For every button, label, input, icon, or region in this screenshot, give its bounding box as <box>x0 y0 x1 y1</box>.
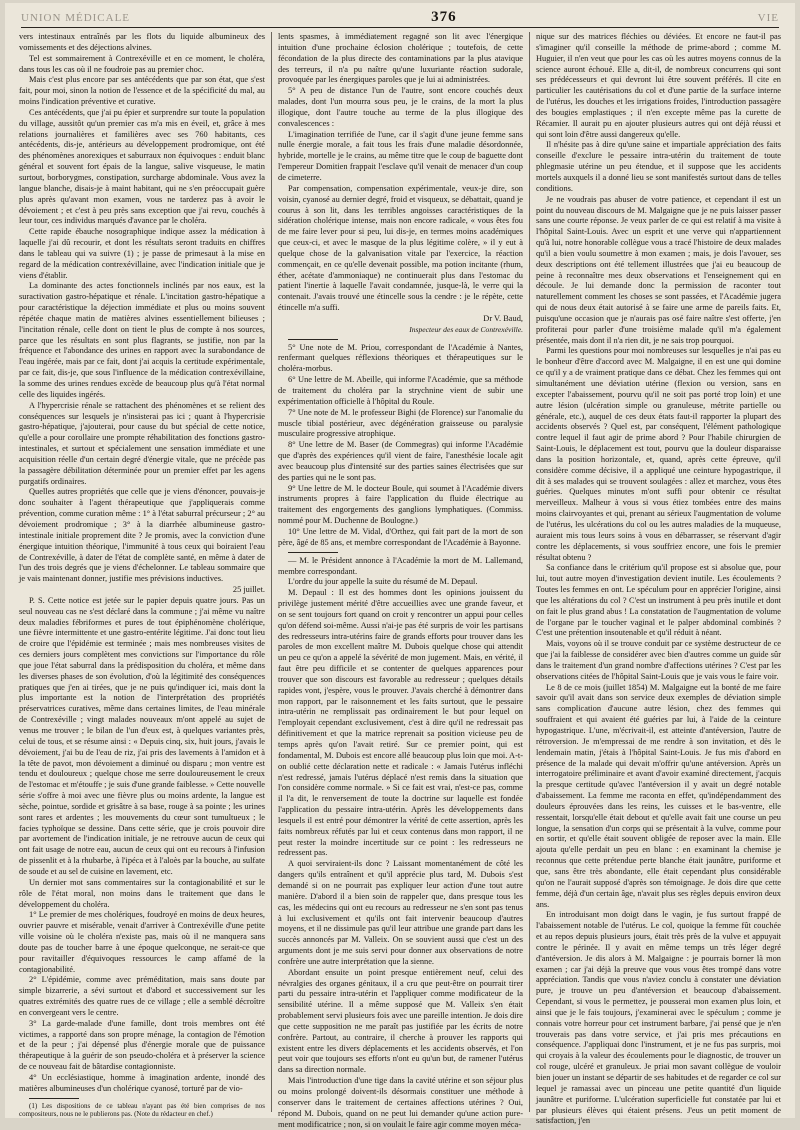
paragraph: Cette rapide ébauche nosographique indique assez la médication à laquelle j'ai dû recourir, et dont les résultats seront traduits en chiffres dans le tableau qui va suivre (1) ; je passe de primesaut à la mise en regard de la médication contrexévillaine, avec l'indication initiale que je viens d'établir. <box>19 227 265 280</box>
paragraph: Ces antécédents, que j'ai pu épier et surprendre sur toute la population du village, aussitôt qu'un premier cas m'a mis en éveil, et, grâce à mes relations journalières et familières avec ses 760 habitants, ces antécédents, dis-je, antérieurs au développement prodromique, ont été des phénomènes anorexiques et saburraux non équivoques : enduit blanc général et souvent fort épais de la langue, salive visqueuse, le matin surtout, borborygmes, constipation, surcharge abdominale. Vous avez la langue blanche, disais-je à maint habitant, qui ne s'en préoccupait guère plus après qu'avant mon examen, vous ne tarderez pas à avoir le dévoiement ; et c'est à peu près sans exception que j'ai revu, couchés à leur tour, ces individus marqués d'avance par le choléra. <box>19 107 265 226</box>
paragraph: 8° Une lettre de M. Baser (de Commegras) qui informe l'Académie que d'après des expériences qu'il vient de faire, l'anesthésie locale agit avec beaucoup plus d'intensité sur des parties saines électrisées que sur des parties qui ne le sont pas. <box>278 440 523 482</box>
paragraph: En introduisant mon doigt dans le vagin, je fus surtout frappé de l'abaissement notable de l'utérus. Le col, quoique la femme fût couchée et au repos depuis plusieurs jours, était très près de la vulve et appuyait contre le périnée. Il y avait en même temps un très léger degré d'antéversion. Je dis alors à M. Malgaigne : je pourrais borner là mon examen ; car j'ai déjà la preuve que vous vous êtes trompé dans votre appréciation. Tandis que vous n'aviez conclu à constater une déviation pure, je trouve un peu d'antéversion et beaucoup d'abaissement. Cependant, si vous le permettez, je pousserai mon examen plus loin, et ainsi que je le fais toujours, j'examinerai avec le spéculum ; comme je connais votre horreur pour cet instrument barbare, j'ai pensé que je n'en trouverais pas dans votre service, et j'ai pris mes précautions en conséquence. J'appliquai donc l'instrument, et je ne fus pas surpris, moi qui croyais à la valeur des écoulements pour le diagnostic, de trouver un col rouge, ulcéré et granuleux. Je priai mon savant collègue de vouloir bien jouer un instant se départir de ses habitudes et de regarder ce col sur lequel je ramassai avec un pinceau une petite quantité d'un liquide jaunâtre et puriforme. L'ulcération superficielle fut constatée par lui et par plusieurs élèves qui étaient présens. J'eus un petit moment de satisfaction, j'en <box>536 910 781 1126</box>
section-divider <box>288 339 338 340</box>
paragraph: lents spasmes, à immédiatement regagné son lit avec l'énergique intuition d'une prochaine éclosion cholérique ; toutefois, de cette fécondation de la plus directe des contaminations par la plus atavique des terreurs, il n'a pu naître qu'une luxuriante réaction sudorale, provoquée par les énergiques paroles que je lui ai administrées. <box>278 32 523 85</box>
page-header <box>21 9 779 28</box>
paragraph: 25 juillet. <box>232 585 265 595</box>
paragraph: Tel est sommairement à Contrexéville et en ce moment, le choléra, dans tous les cas où il ne foudroie pas au premier choc. <box>19 53 265 74</box>
paragraph: P. S. Cette notice est jetée sur le papier depuis quatre jours. Pas un seul nouveau cas ne s'est déclaré dans la commune ; j'ai même vu naître deux maladies fébriformes et pures de tout épiphénomène cholérique, une fièvre intermittente et une gastro-entérite légitime. J'ai donc tout lieu de croire que l'épidémie est terminée ; mais mes nombreuses visites de ces derniers jours complètent mes convictions sur l'importance du rôle que joue l'état saburral dans la prédisposition du choléra, et même dans les diverses phases de son évolution, d'où la légitimité des conséquences pratiques que j'en ai tirées, que je ne puis qu'indiquer ici, mais dont la plus importante est la notion de l'interprétation des propriétés préservatrices curatives, même dans certaines limites, de l'eau minérale de Contrexéville ; vingt malades nouveaux m'ont appelé au sujet de venus me trouver ; le bilan de l'un d'eux est, à quelques variantes près, celui de tous, et se résume ainsi : « Depuis cinq, six, huit jours, j'avais le dévoiement, j'ai bu de l'eau de riz, j'ai pris des lavements à l'amidon et à la tête de pavot, mon dévoiement a diminué ou disparu ; mon ventre est tendu et douloureux ; quelque chose me serre douloureusement le creux de l'estomac et m'étouffe ; je suis d'une grande faiblesse. » Cette nouvelle série s'offre à moi avec une fièvre plus ou moins ardente, la langue est sèche, pointue, sordide et grisâtre à sa base, rouge à sa pointe ; les urines sont rares et ardentes ; les mouvements du cœur sont tumultueux ; le facies typhoïque se dessine. Dans cette série, que je crois pouvoir dire par avortement de l'indication initiale, je ne retrouve aucun de ceux qui ont fait usage de notre eau, aucun de ceux qui ont eu recours à l'infusion de pissenlit et à la rhubarbe, à l'ipéca et à l'aloès par la bouche, au sulfate de soude et au sel de cuisine en lavement, etc. <box>19 595 266 876</box>
paragraph: Par compensation, compensation expérimentale, veux-je dire, son voisin, cyanosé au dernier degré, froid et visqueux, se débattait, quand je courus à son lit, dans les terribles angoisses caractéristiques de la sidération cholérique intense, mais non encore radicale, « vous êtes fou de me faire lever pour si peu, lui dis-je, en termes moins académiques que ceux-ci, et avec le masque de la plus légitime colère, » il y eut à quelque chose de la galvanisation vitale par l'exercice, la réaction commençait, en ce qu'elle devenait possible, ma potion incitante (rhum, éther, acétate d'ammoniaque) ne continuerait plus dans l'estomac du patient l'inertie à laquelle l'avait condamnée, jusque-là, le verre qui la contenait. J'avais trouvé une étincelle sous la cendre : je le répète, cette étincelle m'a suffi. <box>278 183 523 313</box>
header-right: VIE <box>757 12 779 24</box>
paragraph: — M. le Président annonce à l'Académie la mort de M. Lallemand, membre correspondant. <box>278 555 523 576</box>
paragraph: Mais, voyons où il se trouve conduit par ce système destructeur de ce que j'ai la faiblesse de considérer avec bien d'autres comme un guide sûr dans le traitement d'un grand nombre d'affections utérines ? C'est par les observations citées de l'hôpital Saint-Louis que je vais vous le faire voir. <box>536 639 781 681</box>
column-right <box>529 32 787 1126</box>
paragraph: 3° La garde-malade d'une famille, dont trois membres ont été victimes, a rapporté dans son propre ménage, la contagion de l'émotion et de la peur ; j'ai dépensé plus d'énergie morale que de puissance thérapeutique à la guérir de son pseudo-choléra et à préserver la science de ce nouveau fait de bâtardise contagionniste. <box>19 1018 265 1072</box>
paragraph: Abordant ensuite un point presque entièrement neuf, celui des névralgies des organes génitaux, il a cru que peut-être on pourrait tirer parti du pessaire intra-utérin et l'appliquer comme modificateur de la sensibilité utérine. Il a même supposé que M. Valleix s'en était probablement servi plusieurs fois avec une pareille intention. Je dois dire que cette supposition ne me paraît pas justifiée par les écrits de notre confrère. Partout, au contraire, il cherche à prouver les rapports qui existent entre les divers déplacements et les accidents observés, et l'on peut voir que toujours ses efforts n'ont eu qu'un but, de ramener l'utérus dans sa direction normale. <box>278 967 523 1075</box>
paragraph: Mais l'introduction d'une tige dans la cavité utérine et son séjour plus ou moins prolongé doivent-ils désormais constituer une méthode à conserver dans le traitement de certaines affections utérines ? Oui, répond M. Dubois, quand on ne peut lui demander qu'une action pure- ment modificatrice ; non, si on voulait le faire agir comme moyen méca- <box>278 1076 523 1129</box>
paragraph: Sa confiance dans le critérium qu'il propose est si absolue que, pour lui, tout autre moyen d'investigation devient inutile. Les écoulements ? Toutes les femmes en ont. Le spéculum pour en apprécier l'origine, ainsi que les altérations du col ? C'est un instrument à peu près inutile et dont on fait le plus grand abus ! La constatation de l'augmentation de volume de l'organe par le toucher vaginal et le palper abdominal combinés ? C'est une prétention insoutenable et qu'il réduit à néant. <box>536 563 781 638</box>
paragraph: Un dernier mot sans commentaires sur la contagionabilité et sur le rôle de l'état moral, non moins dans le traitement que dans le développement du choléra. <box>19 877 265 909</box>
paragraph: 4° Un ecclésiastique, homme à imagination ardente, inondé des matières albumineuses d'un cholérique cyanosé, torturé par de vio- <box>19 1073 265 1093</box>
paragraph: La dominante des actes fonctionnels inclinés par nos eaux, est la suractivation gastro-hépatique et rénale. L'incitation gastro-hépatique a pour caractéristique la déjection immédiate et plus ou moins souvent répétée chaque matin de matières alvines essentiellement bilieuses ; l'incitation rénale, celle dont on tient le plus de compte à nos sources, parce que les résultats en sont plus flagrants, se justifie, non par la fréquence et l'abondance des urines en rapport avec la surabondance de l'eau ingérée, mais par ce fait, dont j'ai acquis la certitude expérimentale, par ce fait, dis-je, que sous l'influence de la médication contrexévillaine, la somme des urines rendues excède de beaucoup plus qu'à l'état normal celle des liquides ingérés. <box>19 281 265 399</box>
column-left <box>13 32 271 1119</box>
paragraph: Il n'hésite pas à dire qu'une saine et impartiale appréciation des faits conseille d'exclure le pessaire intra-utérin du traitement de toute phlegmasie utérine un peu étendue, et il suppose que les accidents mortels auxquels il a donné lieu se sont manifestés surtout dans de telles conditions. <box>536 140 781 193</box>
paragraph: 5° A peu de distance l'un de l'autre, sont encore couchés deux malades, dont l'un mourra sous peu, je le crains, de la mort la plus illogique, dont l'autre touche au terme de la plus illogique des convalescences : <box>278 86 523 128</box>
newspaper-page <box>5 3 795 1129</box>
footnote-divider <box>29 1098 79 1099</box>
paragraph: vers intestinaux entraînés par les flots du liquide albumineux des vomissements et des déjections alvines. <box>19 32 265 52</box>
paragraph: 2° L'épidémie, comme avec préméditation, mais sans doute par simple bizarrerie, a sévi surtout et d'abord et successivement sur les quatres extrémités des quatre rues de ce village ; elle a semblé décroître en convergeant vers le centre. <box>19 975 265 1017</box>
page-number: 376 <box>431 9 457 25</box>
paragraph: A quoi serviraient-ils donc ? Laissant momentanément de côté les dangers qu'ils entraînent et qu'il apprécie plus tard, M. Dubois s'est demandé si on ne pourrait pas expliquer leur action d'une tout autre manière. D'abord il a bien soin de rappeler que, dans presque tous les cas, les médecins qui ont eu recours au redresseur ne s'en sont pas tenus à lui exclusivement et qu'ils ont fait intervenir beaucoup d'autres moyens, et il ne dissimule pas qu'il leur attribue une grande part dans les succès annoncés par M. Valleix. On se souvient aussi que c'est un des arguments dont je me suis servi pour donner aux observations de notre confrère une autre interprétation que la sienne. <box>278 859 523 966</box>
paragraph: 5° Une note de M. Priou, correspondant de l'Académie à Nantes, renfermant quelques réflexions théoriques et thérapeutiques sur le choléra-morbus. <box>278 342 523 374</box>
paragraph: 9° Une lettre de M. le docteur Boule, qui soumet à l'Académie divers instruments propres à faire l'application du fluide électrique au traitement des engorgements des ganglions lymphatiques. (Commiss. nommé pour M. Duchenne de Boulogne.) <box>278 483 523 526</box>
paragraph: L'ordre du jour appelle la suite du résumé de M. Depaul. <box>288 577 478 587</box>
paragraph: 10° Une lettre de M. Vidal, d'Orthez, qui fait part de la mort de son père, âgé de 85 ans, et membre correspondant de l'Académie à Bayonne. <box>278 526 523 547</box>
paragraph: 1° Le premier de mes cholériques, foudroyé en moins de deux heures, ouvrier pauvre et misérable, venait d'arriver à Contrexéville d'une petite ville voisine où le choléra n'existe pas, mais où il ne manquera sans doute pas de toucher barre à une époque quelconque, ne serait-ce que pour ravitailler d'équivoques ressources le camp affamé de la contagionabilité. <box>19 910 265 974</box>
paragraph: 6° Une lettre de M. Abeille, qui informe l'Académie, que sa méthode de traitement du choléra par la strychnine vient de subir une expérimentation officielle à l'hôpital du Roule. <box>278 375 523 406</box>
text-columns <box>13 32 787 1129</box>
paragraph: Quelles autres propriétés que celle que je viens d'énoncer, pouvais-je donc souhaiter à l'agent thérapeutique que j'appliquerais comme prévention, comme curation même : 1° à l'état saburral précurseur ; 2° au dévoiement prodromique ; 3° à la diarrhée albumineuse gastro-intestinale initiale proprement dite ? Je promis, avec la conviction d'une énergique intuition théorique, l'immunité à tous ceux qui boiraient l'eau de Contrexéville, à dater de l'état de complète santé, en même à dater de l'un des trois degrés que je viens d'échelonner. Le tableau sommaire que je vais maintenant donner, justifie mes prévisions inductives. <box>19 487 265 584</box>
paragraph: nique sur des matrices fléchies ou déviées. Et encore ne faut-il pas s'imaginer qu'il conseille la méthode de prime-abord ; comme M. Huguier, il n'en veut que pour les cas où les autres moyens connus de la science auront échoué. Elle a, dit-il, de nombreux concurrens qui sont ses prédécesseurs et qui devront lui être souvent préférés. Il cite en particulier les cautérisations du col et d'une partie de la surface interne de l'utérus, les douches et les irrigations froides, l'introduction passagère des bougies emplastiques ; il n'en excepte même pas la curette de Récamier. Il aurait pu en ajouter plusieurs autres qui ont déjà réussi et qui sont loin d'être aussi dangereux qu'elle. <box>536 32 781 139</box>
footnote: (1) Les dispositions de ce tableau n'ayant pas été bien comprises de nos compositeurs, nous ne le publierons pas. (Note du rédacteur en chef.) <box>19 1101 265 1119</box>
paragraph: Dr V. Baud, <box>483 313 523 323</box>
column-middle <box>271 32 529 1129</box>
paragraph: Parmi les questions pour moi nombreuses sur lesquelles je n'ai pas eu le bonheur d'être d'accord avec M. Malgaigne, il en est une qui domine ce qu'il y a de vraiment pratique dans ce débat. Chez les femmes qui ont simultanément une déviation utérine (flexion ou version, sans en excepter l'abaissement, pourvu qu'il ne soit pas porté trop loin) et une autre lésion (ulcération simple ou granuleuse, métrite partielle ou générale, etc.), auquel de ces deux états faut-il rapporter la plupart des accidents observés ? Quel est, par conséquent, l'élément pathologique contre lequel il faut agir de prime abord ? Pour l'habile chirurgien de Saint-Louis, le déplacement est tout, pourvu que la douleur disparaisse dans la position horizontale, et, quand, après cette épreuve, qu'il considère comme décisive, il a appliqué une ceinture hypogastrique, il dit à ses malades qui se trouvent soulagées : allez et marchez, vous êtes guéries. Quelques minutes m'ont suffi pour obtenir ce résultat merveilleux. Malheur à vous si vous étiez tombées entre des mains moins clairvoyantes et qui, prenant au sérieux l'augmentation de volume de l'utérus, les ulcérations du col ou les autres maladies de la muqueuse, auraient mis tous leurs soins à vous en débarrasser, se réservant d'agir contre les déplacements, si vous souffriez encore, une fois le premier résultat obtenu ? <box>536 346 781 562</box>
paragraph: L'imagination terrifiée de l'une, car il s'agit d'une jeune femme sans nulle énergie morale, a fait tous les frais d'une maladie désordonnée, hybride, mortelle je le crains, au même titre que le coup de baguette dont l'empereur Domitien frappait l'esclave qu'il venait de menacer d'un coup de cimeterre. <box>278 129 523 182</box>
header-left: UNION MÉDICALE <box>21 12 131 24</box>
section-divider <box>288 552 338 553</box>
paragraph: Inspecteur des eaux de Contrexéville. <box>409 324 523 334</box>
paragraph: Je ne voudrais pas abuser de votre patience, et cependant il est un point du nouveau discours de M. Malgaigne que je ne puis laisser passer sans une courte réponse. Je veux parler de ce qui est relatif à ma visite à l'hôpital Saint-Louis. Avec un esprit et une verve qui n'appartiennent qu'à lui, notre honorable collègue vous a tracé l'histoire de deux malades qu'il a bien voulu soumettre à mon examen ; mais, je dois l'avouer, ses deux descriptions ont été tellement illustrées que j'ai eu beaucoup de peine à reconnaître mes deux observations et l'enseignement qui en découle. Je lui demande donc la permission de raconter tout naturellement comment les choses se sont passées, et l'Académie jugera qui de nous deux était autorisé à se faire une arme de pareils faits. Et, puisqu'une occasion que je n'aurais pas osé faire naître s'est offerte, j'en profiterai pour parler d'une troisième malade qu'il m'a également présentée, mais dont il n'a rien dit, je ne sais trop pourquoi. <box>536 194 781 345</box>
paragraph: A l'hypercrisie rénale se rattachent des phénomènes et se relient des conséquences sur lesquels je n'insisterai pas ici ; quant à l'hypercrisie gastro-hépatique, j'ajouterai, pour cause du but spécial de cette notice, qu'elle a pour corollaire une prompte réhabilitation des fonctions gastro-intestinales, et surtout et spécialement une sensation immédiate et une acquisition réelle d'un certain degré d'énergie vitale, que ne précède pas la passagère débilitation déterminée pour un premier effet par les agens purgatifs ordinaires. <box>19 400 265 486</box>
paragraph: M. Depaul : Il est des hommes dont les opinions jouissent du privilège justement mérité d'être accueillies avec une grande faveur, et on se sent toujours fort quand on croit y rencontrer un appui pour celles qu'on défend soi-même. Aussi n'ai-je pas été surpris de voir les partisans des redresseurs intra-utérins faire de grands efforts pour trouver dans les paroles de mon excellent maître M. Dubois quelque chose qui attendit un peu ce qu'on a appelé la sévérité de mon jugement. Mais, en vérité, il faut être peu difficile et se contenter de quelques apparences pour trouver que son discours est favorable au redresseur ; quelques détails rapides vont, j'espère, vous le prouver. J'avais cherché à démontrer dans mon rapport, par le raisonnement et les faits surtout, que le pessaire intra-utérin ne remplissait pas ordinairement le but pour lequel on l'employait cependant exclusivement, c'est à dire qu'il ne redressait pas définitivement et que la matrice reprenait sa position vicieuse peu de temps après qu'on l'avait retiré. Sur ce premier point, qui est fondamental, M. Dubois est encore allé beaucoup plus loin que moi. A-t-on oublié cette déclaration nette et radicale : « Jamais l'utérus infléchi n'est redressé, jamais l'utérus déplacé n'est remis dans la situation que l'on considère comme normale. » Si ce fait est vrai, n'est-ce pas, comme il l'a dit, le renversement de toute la doctrine sur laquelle est fondée l'application du pessaire intra-utérin. Après les développements dans lesquels il est entré pour démontrer la vérité de cette assertion, après les faits nombreux réfutés par lui et ceux contenus dans mon rapport, il ne peut rester la moindre incertitude sur ce point : les redresseurs ne redressent pas. <box>278 588 523 858</box>
paragraph: Le 8 de ce mois (juillet 1854) M. Malgaigne eut la bonté de me faire savoir qu'il avait dans son service deux exemples de déviation simple sans complication d'aucune autre lésion, chez des femmes qui souffraient et qui avaient été guéries par lui, à l'aide de la ceinture hypogastrique. L'une, m'écrivait-il, est atteinte d'antéversion, l'autre de rétroversion. Je m'empressai de me rendre à son invitation, et dès le lendemain matin, j'étais à l'hôpital Saint-Louis. Je fus mis d'abord en présence de la malade qui devait m'offrir qu'une antéversion. Après un interrogatoire préliminaire et avant d'avoir examiné directement, j'acquis la presque certitude qu'avec l'antéversion il y avait un degré notable d'abaissement. La femme me raconta en effet, qu'indépendamment des douleurs éprouvées dans les reins, les cuisses et le bas-ventre, elle ressentait, lorsqu'elle était debout et qu'elle avait fait une course un peu longue, la sensation d'un corps qui se présentait à la vulve, comme pour en sortir, et qu'elle était souvent obligée de reposer avec la main. Elle ajouta qu'elle perdait un peu en blanc : en examinant la chemise je reconnus que cette prétendue perte blanche était jaunâtre, puriforme et que, sans être très abondante, elle était cependant plus considérable qu'on ne l'aurait supposé d'après son témoignage. Je dois dire que cette femme, déjà d'un certain âge, n'avait plus ses règles depuis environ deux ans. <box>536 682 781 909</box>
paragraph: 7° Une note de M. le professeur Bighi (de Florence) sur l'anomalie du muscle tibial postérieur, avec dégénération graisseuse ou paralysie musculaire progressive atrophique. <box>278 407 523 439</box>
paragraph: Mais c'est plus encore par ses antécédents que par son état, que s'est fait, pour moi, sinon la notion de l'essence et de la spécificité du mal, au moins l'indication préventive et curative. <box>19 75 265 107</box>
